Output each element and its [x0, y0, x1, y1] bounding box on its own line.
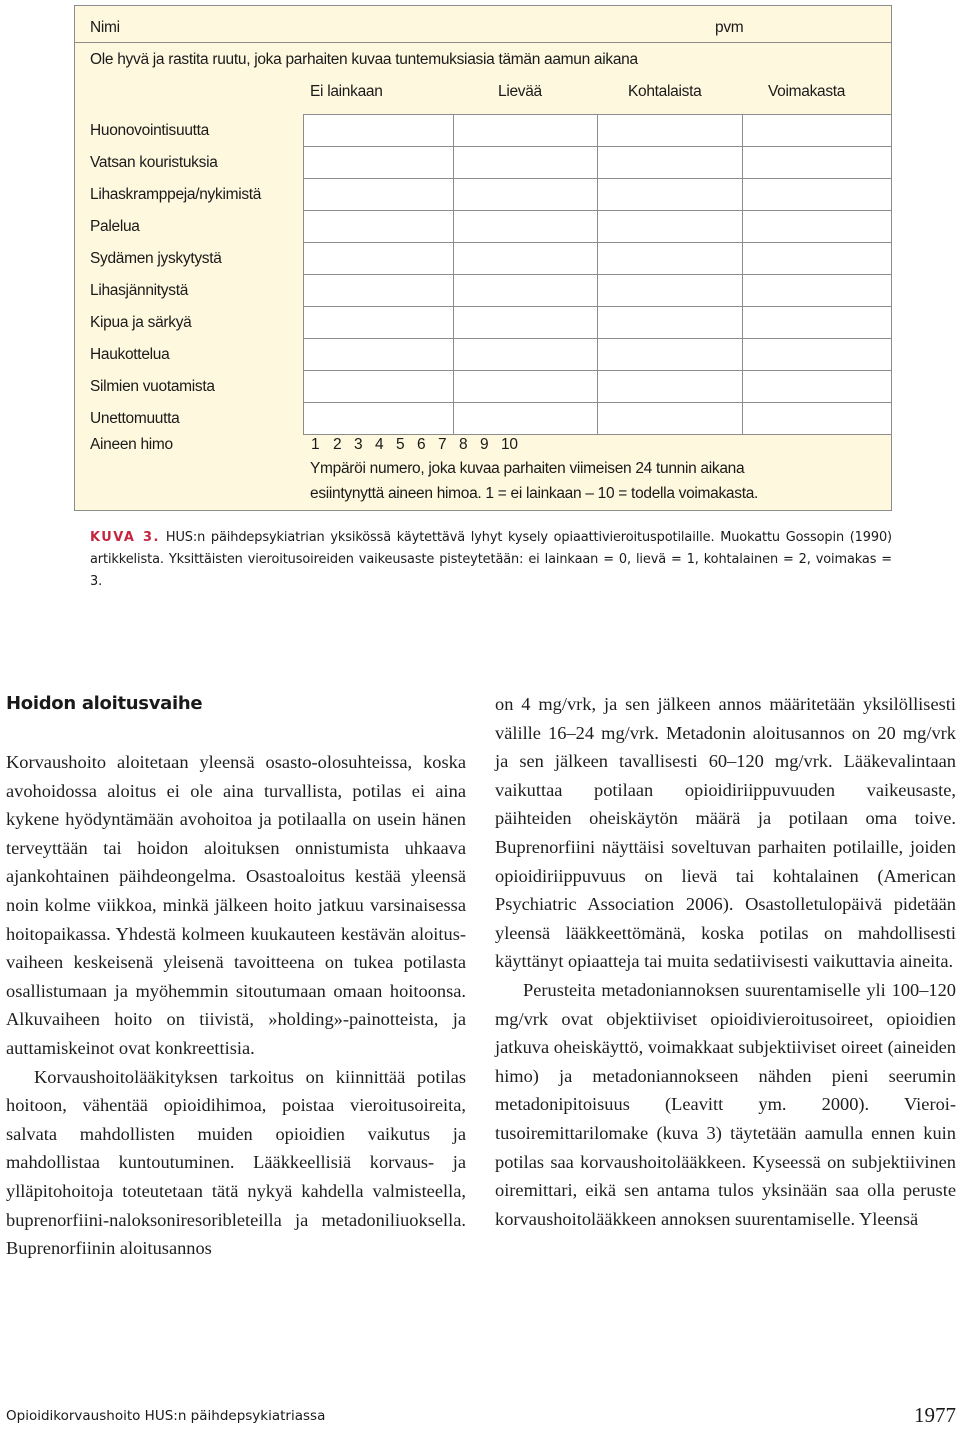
- craving-scale-number[interactable]: 7: [438, 436, 447, 453]
- column-header-moderate: Kohtalaista: [628, 83, 702, 100]
- date-label: pvm: [715, 19, 744, 36]
- craving-note-line2: esiintynyttä aineen himoa. 1 = ei lainkaan – 10 = todella voimakasta.: [310, 485, 759, 502]
- rating-checkbox[interactable]: [453, 306, 598, 339]
- rating-checkbox[interactable]: [303, 338, 454, 371]
- craving-scale-number[interactable]: 3: [354, 436, 363, 453]
- craving-scale-number[interactable]: 4: [375, 436, 384, 453]
- paragraph: Korvaushoitolääkityksen tarkoitus on kiinnittää potilas hoitoon, vähentää opioidihimoa, poistaa vieroitusoireita, salvata mahdollisten muiden opioidien vaikutus ja mahdollistaa kuntoutuminen. Lääkkeellisiä korvaus- ja ylläpitohoitoja toteutetaan tätä nykyä kahdella valmisteella, buprenorfiini-naloksoniresoribleteilla ja metadoniliuoksella. Buprenorfiinin aloitusannos: [6, 1066, 466, 1259]
- craving-scale-number[interactable]: 6: [417, 436, 426, 453]
- rating-checkbox[interactable]: [597, 306, 743, 339]
- rating-checkbox[interactable]: [453, 242, 598, 275]
- rating-checkbox[interactable]: [597, 210, 743, 243]
- rating-checkbox[interactable]: [742, 146, 892, 179]
- rating-checkbox[interactable]: [453, 274, 598, 307]
- form-instruction: Ole hyvä ja rastita ruutu, joka parhaiten kuvaa tuntemuksiasia tämän aamun aikana: [90, 51, 638, 68]
- rating-checkbox[interactable]: [597, 274, 743, 307]
- rating-checkbox[interactable]: [453, 370, 598, 403]
- name-label: Nimi: [90, 19, 120, 36]
- rating-checkbox[interactable]: [742, 178, 892, 211]
- rating-checkbox[interactable]: [597, 146, 743, 179]
- rating-checkbox[interactable]: [742, 274, 892, 307]
- rating-checkbox[interactable]: [303, 146, 454, 179]
- rating-checkbox[interactable]: [303, 114, 454, 147]
- article-column-right: [495, 690, 956, 1233]
- paragraph: on 4 mg/vrk, ja sen jälkeen annos määritetään yksilöllisesti välille 16–24 mg/vrk. Metadonin aloitusannos on 20 mg/vrk ja sen jälkeen tavallisesti 60–120 mg/vrk. Lääkevalintaan vaikuttaa potilaan opioidiriippuvuuden vaikeusaste, päihteiden oheiskäytön määrä ja potilaan oma toive. Buprenorfiini näyttäisi soveltuvan parhaiten potilaille, joiden opioidiriippuvuus on lievä tai kohtalainen (American Psychiatric Association 2006). Osastolletulopäivä pidetään yleensä lääkkeettömänä, koska potilas on mahdollisesti käyttänyt opiaatteja tai muita sedatiivisesti vaikuttavia aineita.: [495, 694, 956, 972]
- rating-checkbox[interactable]: [303, 274, 454, 307]
- rating-checkbox[interactable]: [742, 114, 892, 147]
- rating-checkbox[interactable]: [742, 370, 892, 403]
- symptom-label: Sydämen jyskytystä: [90, 250, 222, 267]
- page-number: 1977: [914, 1403, 956, 1427]
- rating-checkbox[interactable]: [453, 338, 598, 371]
- rating-checkbox[interactable]: [303, 306, 454, 339]
- symptom-label: Kipua ja särkyä: [90, 314, 192, 331]
- rating-checkbox[interactable]: [597, 338, 743, 371]
- rating-checkbox[interactable]: [742, 338, 892, 371]
- rating-checkbox[interactable]: [597, 402, 743, 435]
- rating-checkbox[interactable]: [742, 306, 892, 339]
- rating-checkbox[interactable]: [303, 210, 454, 243]
- rating-checkbox[interactable]: [303, 178, 454, 211]
- craving-scale-number[interactable]: 8: [459, 436, 468, 453]
- rating-checkbox[interactable]: [742, 210, 892, 243]
- caption-label: KUVA 3.: [90, 530, 160, 545]
- symptom-label: Huonovointisuutta: [90, 122, 209, 139]
- rating-checkbox[interactable]: [303, 242, 454, 275]
- rating-checkbox[interactable]: [453, 402, 598, 435]
- rating-checkbox[interactable]: [597, 370, 743, 403]
- article-column-left: [6, 690, 466, 1263]
- rating-checkbox[interactable]: [453, 178, 598, 211]
- symptom-label: Vatsan kouristuksia: [90, 154, 218, 171]
- symptom-label: Haukottelua: [90, 346, 170, 363]
- header-divider: [75, 42, 891, 43]
- paragraph: Korvaushoito aloitetaan yleensä osasto-olosuhteissa, koska avohoidossa aloitus ei ole aina turvallista, potilas ei aina kykene hyödyntämään avohoitoa ja potilaalla on usein hänen terveyttään tai hoidon aloituksen onnistumista uhkaava ajankohtainen päihdeongelma. Osastoaloitus kestää yleensä noin kolme viikkoa, minkä jälkeen hoito jatkuu varsinaisessa hoitopaikassa. Yhdestä kolmeen kuukauteen kestävän aloitusvaiheen keskeisenä yleisenä tavoitteena on tukea potilasta osallistumaan ja myöhemmin sitoutumaan omaan hoitoonsa. Alkuvaiheen hoito on tiivistä, »holding»-painotteista, ja auttamiskeinot ovat konkreettisia.: [6, 752, 466, 1058]
- craving-note-line1: Ympäröi numero, joka kuvaa parhaiten viimeisen 24 tunnin aikana: [310, 460, 745, 477]
- rating-checkbox[interactable]: [597, 242, 743, 275]
- symptom-label: Palelua: [90, 218, 140, 235]
- symptom-label: Lihaskramppeja/nykimistä: [90, 186, 262, 203]
- rating-checkbox[interactable]: [453, 146, 598, 179]
- rating-checkbox[interactable]: [303, 402, 454, 435]
- rating-checkbox[interactable]: [597, 114, 743, 147]
- rating-checkbox[interactable]: [742, 242, 892, 275]
- craving-scale-number[interactable]: 5: [396, 436, 405, 453]
- column-header-none: Ei lainkaan: [310, 83, 383, 100]
- symptom-label: Silmien vuotamista: [90, 378, 215, 395]
- running-footer-title: Opioidikorvaushoito HUS:n päihdepsykiatriassa: [6, 1408, 326, 1424]
- rating-checkbox[interactable]: [453, 114, 598, 147]
- caption-text: HUS:n päihdepsykiatrian yksikössä käytettävä lyhyt kysely opiaattivieroituspotilaille. Muokattu Gossopin (1990) artikkelista. Yksittäisten vieroitusoireiden vaikeusaste pisteytetään: ei lainkaan = 0, lievä = 1, kohtalainen = 2, voimakas = 3.: [90, 530, 892, 589]
- paragraph: Perusteita metadoniannoksen suurentamiselle yli 100–120 mg/vrk ovat objektiiviset opioidivieroitusoireet, opioidien jatkuva oheiskäyttö, voimakkaat subjektiiviset oireet (aineiden himo) ja metadoniannokseen nähden pieni seerumin metadonipitoisuus (Leavitt ym. 2000). Vieroitusoiremittarilomake (kuva 3) täytetään aamulla ennen kuin potilas saa korvaushoitolääkkeen. Kyseessä on subjektiivinen oiremittari, eikä sen antama tulos yksinään saa olla peruste korvaushoitolääkkeen annoksen suurentamiselle. Yleensä: [495, 979, 956, 1229]
- figure-caption: [90, 527, 892, 593]
- craving-scale-number[interactable]: 1: [311, 436, 320, 453]
- craving-label: Aineen himo: [90, 436, 173, 453]
- section-heading: Hoidon aloitusvaihe: [6, 693, 203, 714]
- rating-checkbox[interactable]: [742, 402, 892, 435]
- craving-scale-number[interactable]: 10: [501, 436, 518, 453]
- withdrawal-questionnaire: [74, 5, 892, 511]
- column-header-strong: Voimakasta: [768, 83, 846, 100]
- rating-checkbox[interactable]: [597, 178, 743, 211]
- rating-checkbox[interactable]: [453, 210, 598, 243]
- craving-scale-number[interactable]: 2: [333, 436, 342, 453]
- symptom-label: Unettomuutta: [90, 410, 180, 427]
- column-header-mild: Lievää: [498, 83, 542, 100]
- rating-checkbox[interactable]: [303, 370, 454, 403]
- symptom-label: Lihasjännitystä: [90, 282, 189, 299]
- craving-scale-number[interactable]: 9: [480, 436, 489, 453]
